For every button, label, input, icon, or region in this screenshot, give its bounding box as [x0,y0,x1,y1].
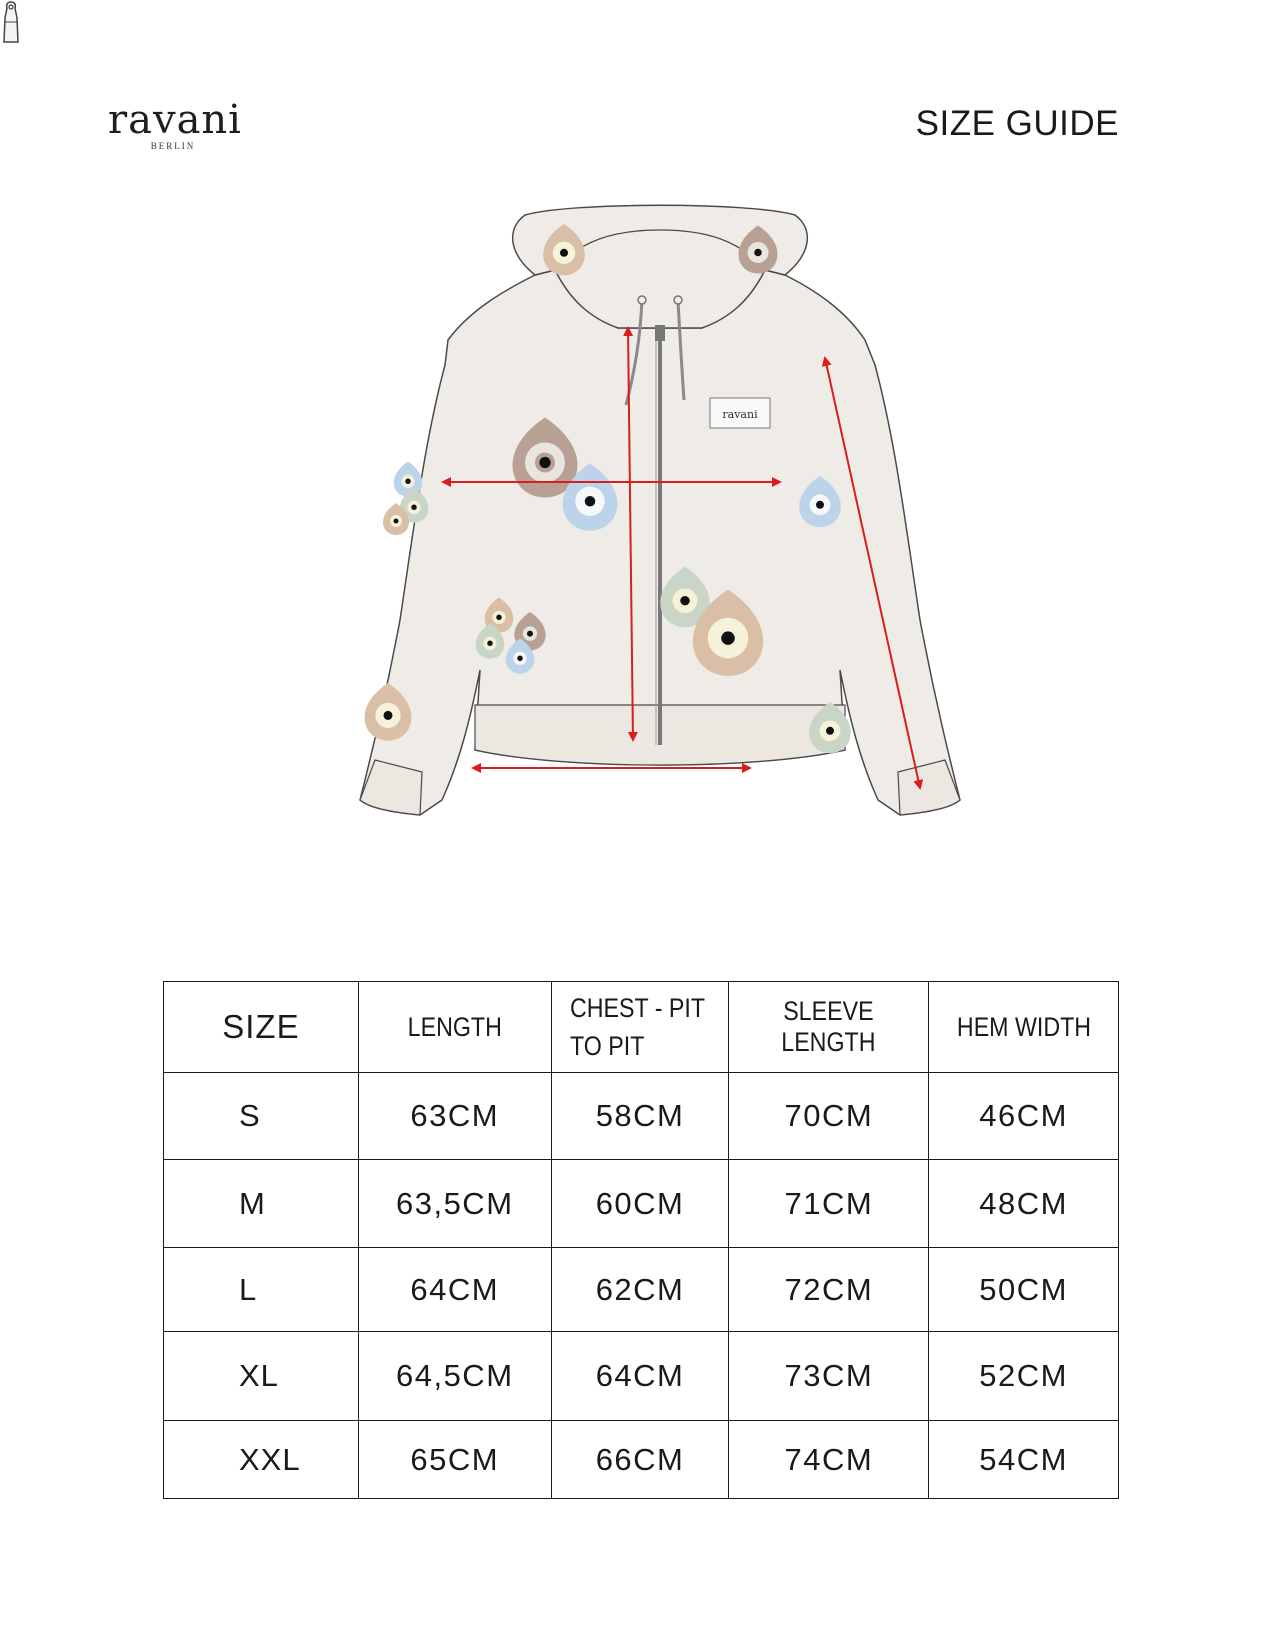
header-length: LENGTH [358,982,551,1073]
header-hem-width: HEM WIDTH [929,982,1119,1073]
table-row [164,1160,1119,1248]
page-title: SIZE GUIDE [915,104,1119,143]
hem-cell: 52CM [929,1332,1119,1421]
brand-logo [108,97,242,151]
chest-cell: 62CM [551,1248,729,1332]
header-size: SIZE [164,982,359,1073]
size-table [163,981,1119,1499]
size-cell: S [164,1073,359,1160]
size-cell: L [164,1248,359,1332]
chest-cell: 66CM [551,1421,729,1499]
hem-cell: 50CM [929,1248,1119,1332]
length-cell: 65CM [358,1421,551,1499]
table-row [164,1248,1119,1332]
length-cell: 64,5CM [358,1332,551,1421]
chest-cell: 64CM [551,1332,729,1421]
size-cell: M [164,1160,359,1248]
size-cell: XXL [164,1421,359,1499]
size-cell: XL [164,1332,359,1421]
header-chest: CHEST - PIT TO PIT [551,982,729,1073]
table-row [164,1073,1119,1160]
length-cell: 63,5CM [358,1160,551,1248]
zipper-pull-icon [2,0,20,44]
hem-cell: 48CM [929,1160,1119,1248]
patch-logo: ravani [722,408,758,421]
brand-name: ravani [108,97,242,143]
table-row [164,1332,1119,1421]
header-sleeve-length: SLEEVE LENGTH [729,982,929,1073]
sleeve-cell: 71CM [729,1160,929,1248]
table-row [164,1421,1119,1499]
hem-cell: 46CM [929,1073,1119,1160]
brand-city: BERLIN [150,141,196,151]
length-cell: 63CM [358,1073,551,1160]
sleeve-cell: 72CM [729,1248,929,1332]
table-header-row [164,982,1119,1073]
hoodie-illustration [330,200,970,860]
sleeve-cell: 70CM [729,1073,929,1160]
sleeve-cell: 73CM [729,1332,929,1421]
sleeve-cell: 74CM [729,1421,929,1499]
chest-cell: 58CM [551,1073,729,1160]
chest-cell: 60CM [551,1160,729,1248]
length-cell: 64CM [358,1248,551,1332]
hem-cell: 54CM [929,1421,1119,1499]
